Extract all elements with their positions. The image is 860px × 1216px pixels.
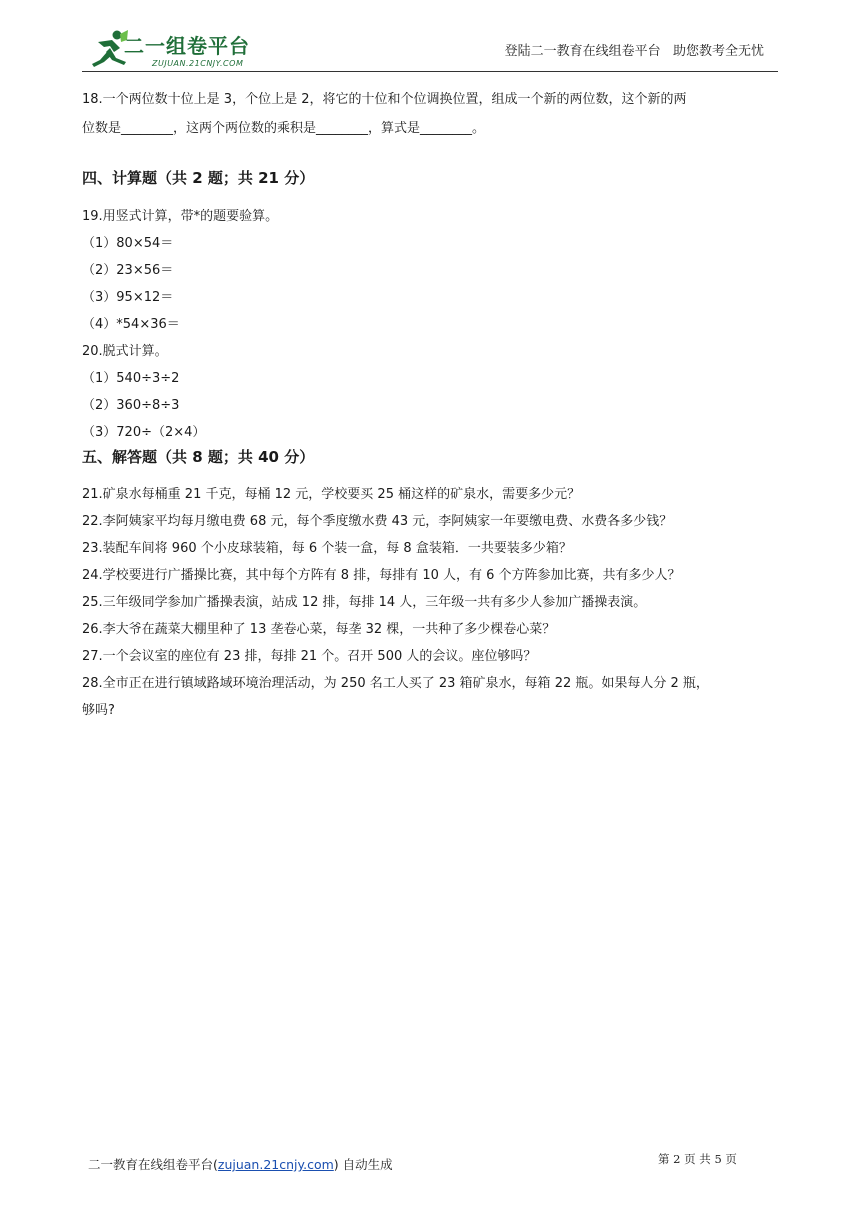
question-21: 21.矿泉水每桶重 21 千克，每桶 12 元，学校要买 25 桶这样的矿泉水，需要多少元？ [82, 487, 581, 502]
question-19-item: （3）95×12＝ [82, 290, 174, 305]
footer-prefix: 二一教育在线组卷平台( [88, 1157, 218, 1172]
question-18-line1: 18.一个两位数十位上是 3，个位上是 2，将它的十位和个位调换位置，组成一个新的两位数，这个新的两 [82, 92, 687, 107]
section-5-title: 五、解答题（共 8 题；共 40 分） [82, 448, 315, 466]
footer-source [88, 1155, 393, 1173]
question-25: 25.三年级同学参加广播操表演，站成 12 排，每排 14 人，三年级一共有多少人参加广播操表演。 [82, 595, 647, 610]
header-divider [82, 71, 778, 72]
question-19-item: （2）23×56＝ [82, 263, 174, 278]
header-slogan: 登陆二一教育在线组卷平台 助您教考全无忧 [504, 44, 764, 59]
question-24: 24.学校要进行广播操比赛，其中每个方阵有 8 排，每排有 10 人，有 6 个方阵参加比赛，共有多少人？ [82, 568, 681, 583]
question-20-item: （3）720÷（2×4） [82, 425, 206, 440]
footer-site-link[interactable]: zujuan.21cnjy.com [217, 1157, 334, 1172]
page-number: 第 2 页 共 5 页 [658, 1152, 737, 1166]
logo-text: 二一组卷平台 [124, 34, 250, 58]
question-19-item: （1）80×54＝ [82, 236, 174, 251]
question-22: 22.李阿姨家平均每月缴电费 68 元，每个季度缴水费 43 元，李阿姨家一年要缴电费、水费各多少钱？ [82, 514, 673, 529]
logo-subtext: ZUJUAN.21CNJY.COM [152, 59, 244, 68]
question-20-item: （1）540÷3÷2 [82, 371, 180, 386]
question-28-line2: 够吗? [82, 703, 115, 718]
question-20-stem: 20.脱式计算。 [82, 344, 168, 359]
question-27: 27.一个会议室的座位有 23 排，每排 21 个。召开 500 人的会议。座位够吗？ [82, 649, 537, 664]
question-18-line2: 位数是________，这两个两位数的乘积是________，算式是________。 [82, 121, 486, 136]
question-19-stem: 19.用竖式计算，带*的题要验算。 [82, 209, 279, 224]
question-20-item: （2）360÷8÷3 [82, 398, 180, 413]
section-4-title: 四、计算题（共 2 题；共 21 分） [82, 169, 315, 187]
question-26: 26.李大爷在蔬菜大棚里种了 13 垄卷心菜，每垄 32 棵，一共种了多少棵卷心菜？ [82, 622, 556, 637]
question-28-line1: 28.全市正在进行镇域路域环境治理活动，为 250 名工人买了 23 箱矿泉水，每箱 22 瓶。如果每人分 2 瓶， [82, 676, 709, 691]
question-19-item: （4）*54×36＝ [82, 317, 180, 332]
logo [90, 26, 270, 72]
page-header [82, 26, 778, 72]
question-23: 23.装配车间将 960 个小皮球装箱，每 6 个装一盒，每 8 盒装箱．一共要装多少箱？ [82, 541, 572, 556]
footer-suffix: ) 自动生成 [333, 1157, 393, 1172]
